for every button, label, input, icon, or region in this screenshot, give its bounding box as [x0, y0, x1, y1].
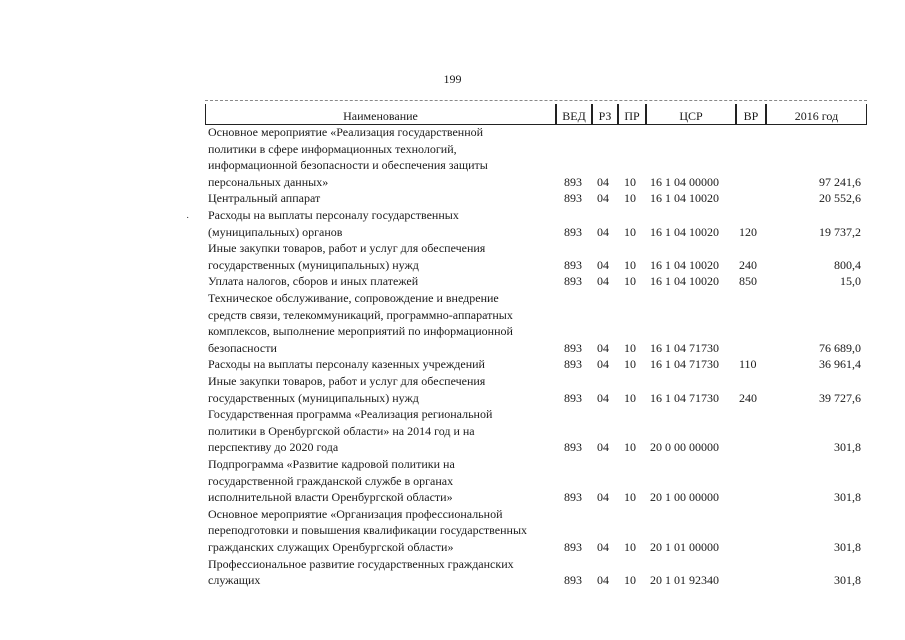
- row-sum: 15,0: [840, 274, 861, 289]
- row-csr: 16 1 04 10020: [650, 191, 719, 206]
- table-header: [205, 104, 867, 126]
- row-name: Профессиональное развитие государственных гражданских служащих: [208, 556, 514, 588]
- header-name: Наименование: [205, 104, 556, 125]
- row-vr: 240: [739, 390, 757, 405]
- row-csr: 16 1 04 71730: [650, 390, 719, 405]
- row-ved: 893: [564, 357, 582, 372]
- row-name: Центральный аппарат: [208, 191, 321, 206]
- row-ved: 893: [564, 257, 582, 272]
- row-ved: 893: [564, 539, 582, 554]
- table-row: [0, 456, 905, 506]
- table-row: [0, 207, 905, 240]
- row-csr: 20 1 01 00000: [650, 539, 719, 554]
- row-name: Расходы на выплаты персоналу государственных (муниципальных) органов: [208, 208, 459, 239]
- row-sum: 301,8: [834, 539, 861, 554]
- row-pr: 10: [624, 573, 636, 588]
- row-vr: 850: [739, 274, 757, 289]
- row-pr: 10: [624, 274, 636, 289]
- row-name: Государственная программа «Реализация региональной политики в Оренбургской области» на 2014 год и на перспективу до 2020 года: [208, 407, 493, 455]
- row-sum: 36 961,4: [819, 357, 861, 372]
- row-ved: 893: [564, 274, 582, 289]
- row-sum: 301,8: [834, 490, 861, 505]
- row-csr: 16 1 04 71730: [650, 357, 719, 372]
- row-rz: 04: [597, 573, 609, 588]
- table-row: [0, 556, 905, 589]
- row-sum: 39 727,6: [819, 390, 861, 405]
- table-row: [0, 290, 905, 356]
- row-rz: 04: [597, 224, 609, 239]
- table-row: [0, 373, 905, 406]
- row-ved: 893: [564, 340, 582, 355]
- row-pr: 10: [624, 390, 636, 405]
- row-ved: 893: [564, 490, 582, 505]
- row-rz: 04: [597, 490, 609, 505]
- header-pr: ПР: [618, 104, 646, 125]
- row-name: Иные закупки товаров, работ и услуг для обеспечения государственных (муниципальных) нужд: [208, 241, 486, 272]
- header-rz: РЗ: [592, 104, 618, 125]
- row-ved: 893: [564, 224, 582, 239]
- row-csr: 20 1 01 92340: [650, 573, 719, 588]
- table-row: [0, 124, 905, 190]
- table-row: [0, 506, 905, 556]
- row-rz: 04: [597, 274, 609, 289]
- row-name: Иные закупки товаров, работ и услуг для обеспечения государственных (муниципальных) нужд: [208, 374, 486, 405]
- row-name: Уплата налогов, сборов и иных платежей: [208, 274, 419, 289]
- row-csr: 20 0 00 00000: [650, 440, 719, 455]
- row-sum: 20 552,6: [819, 191, 861, 206]
- table-row: [0, 356, 905, 373]
- header-top-rule: [205, 100, 867, 103]
- row-vr: 240: [739, 257, 757, 272]
- row-pr: 10: [624, 224, 636, 239]
- row-name: Подпрограмма «Развитие кадровой политики на государственной гражданской службе в органах исполнительной власти Оренбургской области»: [208, 457, 455, 505]
- page-number: 199: [443, 72, 462, 86]
- row-csr: 20 1 00 00000: [650, 490, 719, 505]
- row-sum: 19 737,2: [819, 224, 861, 239]
- row-sum: 800,4: [834, 257, 861, 272]
- row-rz: 04: [597, 257, 609, 272]
- row-csr: 16 1 04 10020: [650, 224, 719, 239]
- row-ved: 893: [564, 191, 582, 206]
- row-ved: 893: [564, 440, 582, 455]
- row-ved: 893: [564, 174, 582, 189]
- row-pr: 10: [624, 257, 636, 272]
- row-pr: 10: [624, 340, 636, 355]
- row-vr: 110: [739, 357, 757, 372]
- table-row: [0, 190, 905, 207]
- header-csr: ЦСР: [646, 104, 736, 125]
- header-year: 2016 год: [766, 104, 867, 125]
- row-pr: 10: [624, 357, 636, 372]
- row-name: Основное мероприятие «Реализация государственной политики в сфере информационных технологий, информационной безопасности и обеспечения защиты персональных данных»: [208, 125, 488, 189]
- header-vr: ВР: [736, 104, 766, 125]
- row-name: Расходы на выплаты персоналу казенных учреждений: [208, 357, 485, 372]
- row-ved: 893: [564, 390, 582, 405]
- row-rz: 04: [597, 440, 609, 455]
- row-rz: 04: [597, 390, 609, 405]
- header-ved: ВЕД: [556, 104, 592, 125]
- row-rz: 04: [597, 191, 609, 206]
- row-sum: 97 241,6: [819, 174, 861, 189]
- row-name: Техническое обслуживание, сопровождение и внедрение средств связи, телекоммуникаций, программно-аппаратных комплексов, выполнение мероприятий по информационной безопасности: [208, 291, 513, 355]
- row-csr: 16 1 04 10020: [650, 274, 719, 289]
- row-vr: 120: [739, 224, 757, 239]
- row-ved: 893: [564, 573, 582, 588]
- margin-mark: ˙: [186, 216, 190, 227]
- table-row: [0, 273, 905, 290]
- row-rz: 04: [597, 357, 609, 372]
- row-csr: 16 1 04 00000: [650, 174, 719, 189]
- row-rz: 04: [597, 174, 609, 189]
- row-sum: 301,8: [834, 573, 861, 588]
- row-sum: 76 689,0: [819, 340, 861, 355]
- row-rz: 04: [597, 340, 609, 355]
- row-pr: 10: [624, 174, 636, 189]
- row-csr: 16 1 04 71730: [650, 340, 719, 355]
- row-name: Основное мероприятие «Организация профессиональной переподготовки и повышения квалификации государственных гражданских служащих Оренбургской области»: [208, 506, 528, 554]
- row-pr: 10: [624, 440, 636, 455]
- row-rz: 04: [597, 539, 609, 554]
- row-pr: 10: [624, 490, 636, 505]
- table-row: [0, 240, 905, 273]
- row-pr: 10: [624, 191, 636, 206]
- row-sum: 301,8: [834, 440, 861, 455]
- row-pr: 10: [624, 539, 636, 554]
- row-csr: 16 1 04 10020: [650, 257, 719, 272]
- table-row: [0, 406, 905, 456]
